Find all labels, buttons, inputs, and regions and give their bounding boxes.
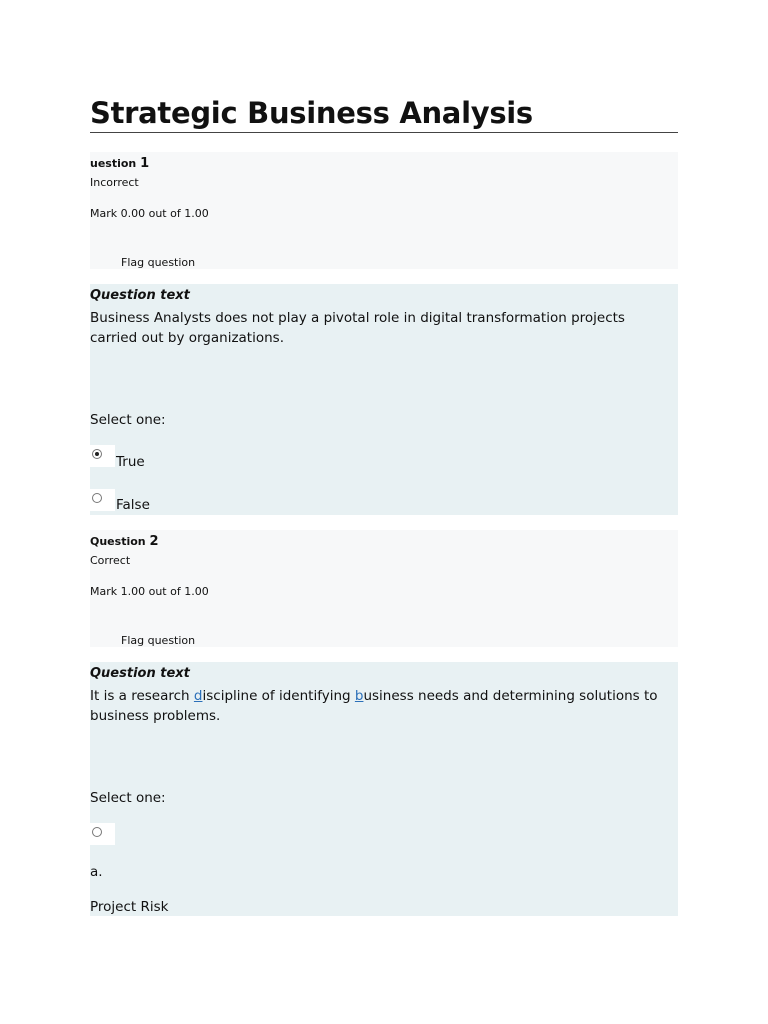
question-2-content (90, 662, 678, 916)
question-text-heading: Question text (90, 666, 190, 681)
answer-label-false[interactable]: False (116, 497, 150, 513)
glossary-link[interactable]: d (193, 688, 203, 704)
question-2-info (90, 530, 678, 647)
answer-letter-a: a. (90, 864, 103, 880)
glossary-link[interactable]: b (354, 688, 364, 704)
question-number-value: 2 (149, 534, 159, 549)
question-text-heading: Question text (90, 288, 190, 303)
question-text-part: It is a research (90, 688, 194, 704)
title-divider (90, 132, 678, 133)
question-text: Business Analysts does not play a pivotal role in digital transformation projects carried out by organizations. (90, 310, 625, 346)
question-state: Correct (90, 554, 131, 567)
flag-question-link[interactable]: Flag question (121, 634, 196, 647)
radio-unchecked-icon (92, 493, 102, 503)
select-one-prompt: Select one: (90, 412, 166, 428)
answer-label-a[interactable]: Project Risk (90, 899, 169, 915)
answer-radio-true[interactable] (90, 445, 115, 467)
question-text (90, 686, 675, 726)
answer-radio-false[interactable] (90, 489, 115, 511)
answer-radio-a[interactable] (90, 823, 115, 845)
question-text-part: usiness needs and determining solutions to business problems. (90, 688, 658, 724)
question-grade: Mark 1.00 out of 1.00 (90, 585, 209, 598)
question-1-content (90, 284, 678, 515)
answer-label-true[interactable]: True (116, 454, 145, 470)
question-number-label: Question (90, 535, 146, 548)
question-number (90, 534, 159, 549)
question-grade: Mark 0.00 out of 1.00 (90, 207, 209, 220)
question-text-part: iscipline of identifying (202, 688, 355, 704)
radio-unchecked-icon (92, 827, 102, 837)
question-number-value: 1 (140, 156, 150, 171)
flag-question-link[interactable]: Flag question (121, 256, 196, 269)
page-title: Strategic Business Analysis (90, 96, 533, 130)
question-number-label: uestion (90, 157, 137, 170)
question-state: Incorrect (90, 176, 139, 189)
radio-checked-icon (92, 449, 102, 459)
question-1-info (90, 152, 678, 269)
select-one-prompt: Select one: (90, 790, 166, 806)
question-number (90, 156, 149, 171)
